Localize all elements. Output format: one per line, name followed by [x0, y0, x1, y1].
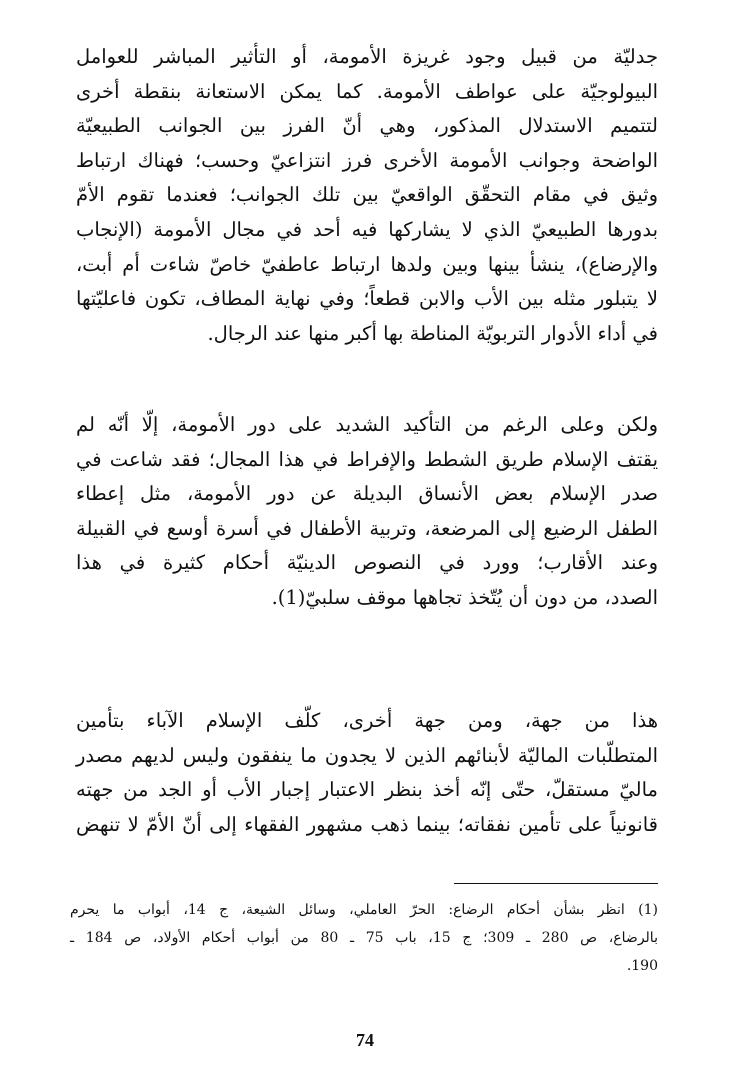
footnote-divider: [454, 883, 658, 884]
footnote: [70, 896, 658, 980]
paragraph-1: [76, 40, 658, 351]
text-line: ماليّ مستقلّ، حتّى إنّه أخذ بنظر الاعتبار إجبار الأب أو الجد من جهته: [76, 778, 658, 802]
paragraph-2: [76, 408, 658, 616]
text-line: بدورها الطبيعيّ الذي لا يشاركها فيه أحد في مجال الأمومة (الإنجاب: [76, 217, 658, 241]
footnote-line: بالرضاع، ص 280 ـ 309؛ ج 15، باب 75 ـ 80 من أبواب أحكام الأولاد، ص 184 ـ: [70, 930, 658, 946]
text-line: صدر الإسلام بعض الأنساق البديلة عن دور الأمومة، مثل إعطاء: [76, 482, 658, 506]
text-line: لتتميم الاستدلال المذكور، وهي أنّ الفرز بين الجوانب الطبيعيّة: [76, 114, 658, 138]
text-line: وعند الأقارب؛ وورد في النصوص الدينيّة أحكام كثيرة في هذا: [76, 551, 658, 575]
text-line: في أداء الأدوار التربويّة المناطة بها أكبر منها عند الرجال.: [207, 321, 658, 345]
text-line: الواضحة وجوانب الأمومة الأخرى فرز انتزاعيّ وحسب؛ فهناك ارتباط: [76, 148, 658, 172]
text-line: الطفل الرضيع إلى المرضعة، وتربية الأطفال في أسرة أوسع في القبيلة: [76, 516, 658, 540]
text-line: يقتف الإسلام طريق الشطط والإفراط في هذا المجال؛ فقد شاعت في: [76, 447, 658, 471]
text-line: هذا من جهة، ومن جهة أخرى، كلّف الإسلام الآباء بتأمين: [76, 709, 658, 732]
text-line: وثيق في مقام التحقّق الواقعيّ بين تلك الجوانب؛ فعندما تقوم الأمّ: [76, 183, 658, 207]
text-line: ولكن وعلى الرغم من التأكيد الشديد على دور الأمومة، إلّا أنّه لم: [76, 413, 658, 436]
footnote-line: 190.: [626, 958, 658, 974]
footnote-line: (1) انظر بشأن أحكام الرضاع: الحرّ العاملي، وسائل الشيعة، ج 14، أبواب ما يحرم: [70, 902, 658, 918]
text-line: والإرضاع)، ينشأ بينها وبين ولدها ارتباط عاطفيّ خاصّ شاءت أم أبت،: [76, 252, 658, 276]
text-line: المتطلّبات الماليّة لأبنائهم الذين لا يجدون ما ينفقون وليس لديهم مصدر: [76, 743, 658, 767]
text-line: قانونياً على تأمين نفقاته؛ بينما ذهب مشهور الفقهاء إلى أنّ الأمّ لا تنهض: [76, 812, 658, 836]
text-line: لا يتبلور مثله بين الأب والابن قطعاً؛ وفي نهاية المطاف، تكون فاعليّتها: [76, 287, 658, 311]
paragraph-3: [76, 704, 658, 842]
text-line: جدليّة من قبيل وجود غريزة الأمومة، أو التأثير المباشر للعوامل: [76, 45, 658, 68]
text-line: الصدد، من دون أن يُتّخذ تجاهها موقف سلبيّ(1).: [271, 585, 658, 609]
page-number: 74: [356, 1030, 374, 1050]
text-line: البيولوجيّة على عواطف الأمومة. كما يمكن الاستعانة بنقطة أخرى: [76, 79, 658, 103]
